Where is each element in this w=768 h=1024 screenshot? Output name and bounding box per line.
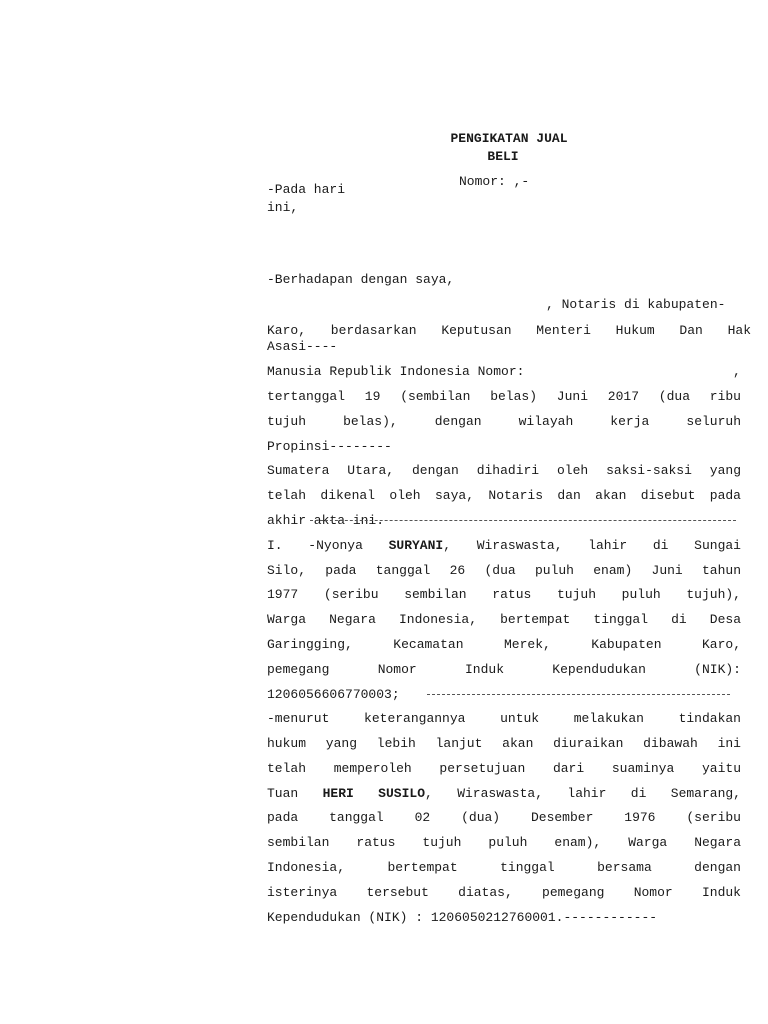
party-one-line-5: Garingging, Kecamatan Merek, Kabupaten Karo, xyxy=(267,637,741,652)
opening-day-label: -Pada hari xyxy=(267,182,346,197)
body-line-akhir-akta: akhir akta ini. xyxy=(267,513,385,528)
body-line-dikenal: telah dikenal oleh saya, Notaris dan akan disebut pada xyxy=(267,488,741,503)
body-line-notaris: , Notaris di kabupaten- xyxy=(546,297,726,312)
party-one-line-2: Silo, pada tanggal 26 (dua puluh enam) Juni tahun xyxy=(267,563,741,578)
consent-line-7: Indonesia, bertempat tinggal bersama dengan xyxy=(267,860,741,875)
consent-line-8: isterinya tersebut diatas, pemegang Nomor Induk xyxy=(267,885,741,900)
party-one-line-4: Warga Negara Indonesia, bertempat tinggal di Desa xyxy=(267,612,741,627)
husband-prefix: Tuan xyxy=(267,786,323,801)
consent-line-6: sembilan ratus tujuh puluh enam), Warga Negara xyxy=(267,835,741,850)
husband-nik: Kependudukan (NIK) : 1206050212760001.------------ xyxy=(267,910,658,925)
consent-line-1: -menurut keterangannya untuk melakukan tindakan xyxy=(267,711,741,726)
consent-line-2: hukum yang lebih lanjut akan diuraikan dibawah ini xyxy=(267,736,741,751)
party-one-line-1 xyxy=(267,538,741,554)
dash-filler-1 xyxy=(310,520,736,521)
husband-name: HERI SUSILO xyxy=(322,786,425,801)
body-line-manusia-comma: , xyxy=(733,364,741,379)
body-line-karo: Karo, berdasarkan Keputusan Menteri Hukum Dan Hak xyxy=(267,323,751,338)
body-line-manusia: Manusia Republik Indonesia Nomor: xyxy=(267,364,525,379)
body-line-berhadapan: -Berhadapan dengan saya, xyxy=(267,272,455,287)
doc-title-line2: BELI xyxy=(487,149,519,164)
party-one-prefix: I. -Nyonya xyxy=(267,538,389,553)
party-one-line-3: 1977 (seribu sembilan ratus tujuh puluh tujuh), xyxy=(267,587,741,602)
husband-rest: , Wiraswasta, lahir di Semarang, xyxy=(425,786,741,801)
body-line-sumatera: Sumatera Utara, dengan dihadiri oleh saksi-saksi yang xyxy=(267,463,741,478)
opening-day-label-2: ini, xyxy=(267,200,299,215)
party-one-line-6: pemegang Nomor Induk Kependudukan (NIK): xyxy=(267,662,741,677)
party-one-name: SURYANI xyxy=(388,538,444,553)
body-line-tujuh-belas: tujuh belas), dengan wilayah kerja seluruh xyxy=(267,414,741,429)
doc-number: Nomor: ,- xyxy=(459,174,530,189)
consent-line-5: pada tanggal 02 (dua) Desember 1976 (seribu xyxy=(267,810,741,825)
body-line-asasi: Asasi---- xyxy=(267,339,338,354)
consent-line-3: telah memperoleh persetujuan dari suaminya yaitu xyxy=(267,761,741,776)
party-one-rest: , Wiraswasta, lahir di Sungai xyxy=(443,538,741,553)
doc-title-line1: PENGIKATAN JUAL xyxy=(450,131,568,146)
consent-line-4 xyxy=(267,786,741,802)
body-line-propinsi: Propinsi-------- xyxy=(267,439,392,454)
dash-filler-2 xyxy=(427,694,730,695)
body-line-tertanggal: tertanggal 19 (sembilan belas) Juni 2017 (dua ribu xyxy=(267,389,741,404)
party-one-nik: 1206056606770003; xyxy=(267,687,400,702)
